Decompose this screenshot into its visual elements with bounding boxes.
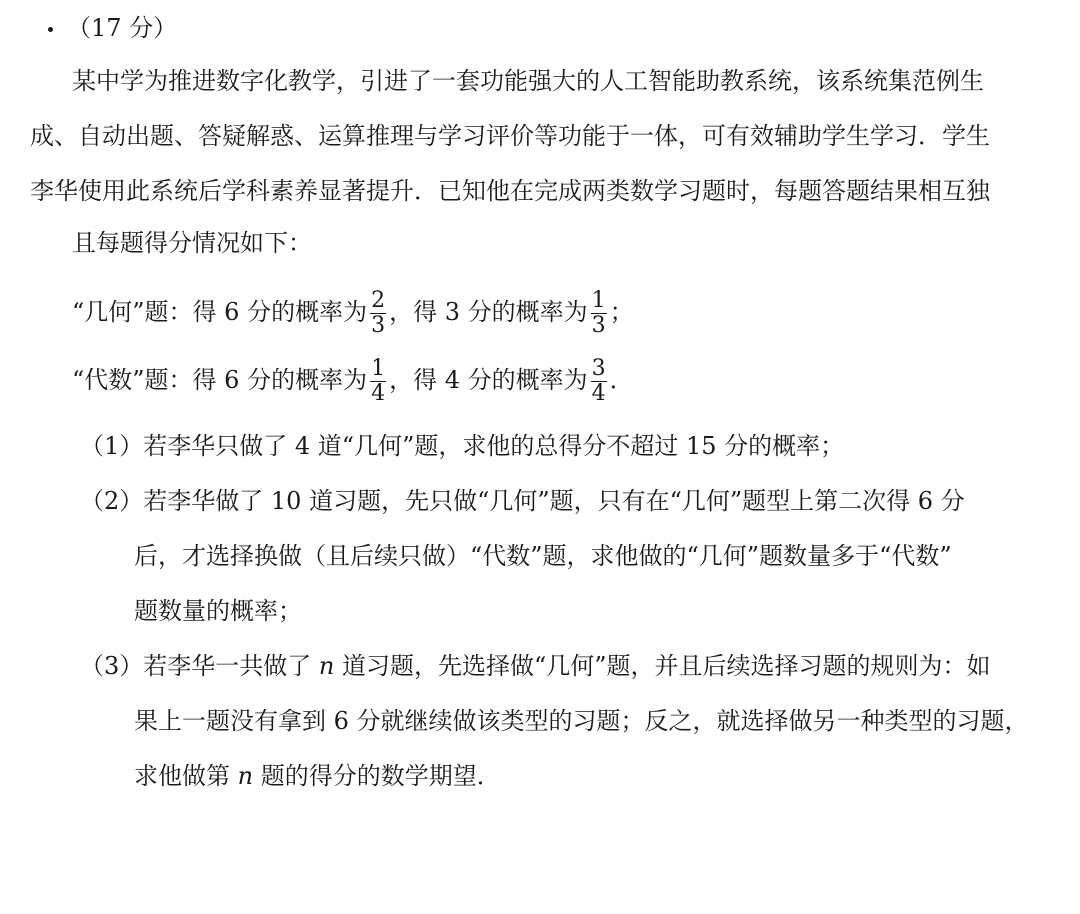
intro-line-4: 且每题得分情况如下： (72, 229, 312, 257)
geometry-rule-prefix: “几何”题：得 6 分的概率为 (72, 298, 368, 326)
question-2-line-3: 题数量的概率； (134, 597, 302, 625)
fraction-denominator: 4 (591, 381, 606, 406)
intro-line-1: 某中学为推进数字化教学，引进了一套功能强大的人工智能助教系统，该系统集范例生 (72, 67, 984, 95)
question-2-line-1: （2）若李华做了 10 道习题，先只做“几何”题，只有在“几何”题型上第二次得 6 分 (80, 487, 965, 515)
fraction-denominator: 4 (371, 381, 386, 406)
variable-n: n (237, 762, 254, 790)
question-3-line-3 (134, 761, 501, 791)
fraction-two-thirds (369, 289, 387, 338)
question-3-line-2: 果上一题没有拿到 6 分就继续做该类型的习题；反之，就选择做另一种类型的习题， (134, 707, 1029, 735)
intro-line-3: 李华使用此系统后学科素养显著提升．已知他在完成两类数学习题时，每题答题结果相互独 (30, 177, 990, 205)
fraction-numerator: 2 (371, 288, 386, 313)
fraction-numerator: 3 (591, 356, 606, 381)
intro-line-2: 成、自动出题、答疑解惑、运算推理与学习评价等功能于一体，可有效辅助学生学习．学生 (30, 122, 990, 150)
question-3-line-1 (80, 651, 991, 681)
fraction-numerator: 1 (591, 288, 606, 313)
question-2-line-2: 后，才选择换做（且后续只做）“代数”题，求他做的“几何”题数量多于“代数” (134, 542, 952, 570)
question-header (48, 13, 177, 43)
geometry-rule-middle: ，得 3 分的概率为 (389, 298, 588, 326)
question-3-text-b: 道习题，先选择做“几何”题，并且后续选择习题的规则为：如 (334, 652, 991, 680)
algebra-rule-prefix: “代数”题：得 6 分的概率为 (72, 366, 368, 394)
fraction-three-quarters (590, 357, 608, 406)
question-1: （1）若李华只做了 4 道“几何”题，求他的总得分不超过 15 分的概率； (80, 432, 845, 460)
question-3-text-d: 题的得分的数学期望． (253, 762, 501, 790)
fraction-one-third (590, 289, 608, 338)
fraction-denominator: 3 (591, 313, 606, 338)
points-label: （17 分） (67, 14, 178, 42)
question-3-text-c: 求他做第 (134, 762, 238, 790)
bullet-dot (48, 27, 53, 32)
algebra-rule (72, 350, 634, 410)
fraction-denominator: 3 (371, 313, 386, 338)
question-3-text-a: （3）若李华一共做了 (80, 652, 319, 680)
fraction-numerator: 1 (371, 356, 386, 381)
fraction-one-quarter (369, 357, 387, 406)
algebra-rule-middle: ，得 4 分的概率为 (389, 366, 588, 394)
geometry-rule (72, 282, 634, 342)
geometry-rule-suffix: ； (609, 298, 634, 326)
variable-n: n (318, 652, 335, 680)
algebra-rule-suffix: ． (609, 366, 634, 394)
